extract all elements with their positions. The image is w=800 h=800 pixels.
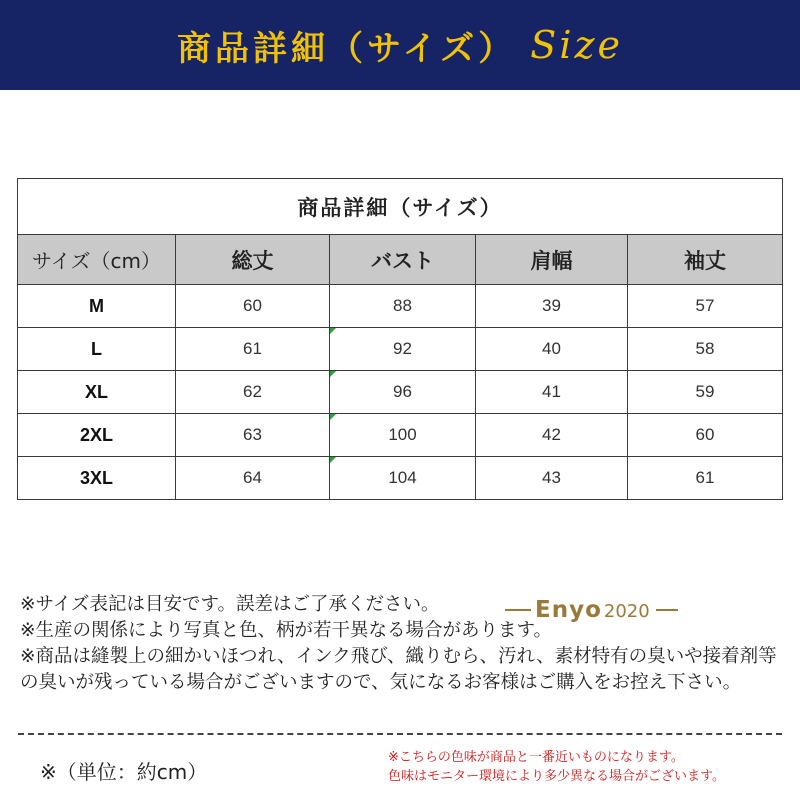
note-line: ※サイズ表記は目安です。誤差はご了承ください。 [20, 594, 440, 615]
sleeve-value: 57 [628, 285, 783, 328]
note-line: ※生産の関係により写真と色、柄が若干異なる場合があります。 [20, 620, 553, 641]
shoulder-value: 39 [476, 285, 628, 328]
table-caption-row [18, 179, 783, 235]
size-label: 2XL [18, 414, 176, 457]
corner-mark [330, 371, 336, 377]
sleeve-value: 61 [628, 457, 783, 500]
banner-script-title: Size [530, 23, 623, 67]
size-label: XL [18, 371, 176, 414]
title-banner [0, 0, 800, 90]
corner-mark [330, 457, 336, 463]
bust-value [330, 414, 476, 457]
table-header-row [18, 235, 783, 285]
length-value: 63 [176, 414, 330, 457]
bust-value [330, 285, 476, 328]
brand-watermark [505, 597, 678, 623]
bust-value-text: 92 [393, 339, 412, 358]
size-label: 3XL [18, 457, 176, 500]
bust-value-text: 96 [393, 382, 412, 401]
sleeve-value: 60 [628, 414, 783, 457]
note-line: ※商品は縫製上の細かいほつれ、インク飛び、織りむら、汚れ、素材特有の臭いや接着剤等の臭いが残っている場合がございますので、気になるお客様はご購入をお控え下さい。 [20, 646, 777, 693]
size-table [17, 178, 783, 500]
dashed-divider [18, 733, 782, 735]
header-size: サイズ（cm） [18, 235, 176, 285]
shoulder-value: 40 [476, 328, 628, 371]
sleeve-value: 58 [628, 328, 783, 371]
size-label: L [18, 328, 176, 371]
header-sleeve: 袖丈 [628, 235, 783, 285]
color-note-line: 色味はモニター環境により多少異なる場合がございます。 [388, 769, 725, 784]
table-row [18, 457, 783, 500]
sleeve-value: 59 [628, 371, 783, 414]
shoulder-value: 43 [476, 457, 628, 500]
length-value: 64 [176, 457, 330, 500]
length-value: 60 [176, 285, 330, 328]
banner-title: 商品詳細（サイズ） [177, 28, 517, 69]
watermark-dash [505, 609, 531, 611]
color-note [388, 748, 793, 786]
corner-mark [330, 414, 336, 420]
table-row [18, 371, 783, 414]
bust-value [330, 328, 476, 371]
unit-note: ※（単位：約cm） [40, 760, 208, 784]
watermark-year: 2020 [603, 601, 650, 622]
size-label: M [18, 285, 176, 328]
color-note-line: ※こちらの色味が商品と一番近いものになります。 [388, 750, 684, 765]
bust-value-text: 104 [388, 468, 417, 487]
table-row [18, 285, 783, 328]
table-caption: 商品詳細（サイズ） [18, 179, 783, 235]
bust-value-text: 88 [393, 296, 412, 315]
watermark-brand: Enyo [535, 597, 602, 623]
bust-value-text: 100 [388, 425, 417, 444]
header-length: 総丈 [176, 235, 330, 285]
shoulder-value: 42 [476, 414, 628, 457]
shoulder-value: 41 [476, 371, 628, 414]
length-value: 61 [176, 328, 330, 371]
bust-value [330, 457, 476, 500]
header-shoulder: 肩幅 [476, 235, 628, 285]
header-bust: バスト [330, 235, 476, 285]
length-value: 62 [176, 371, 330, 414]
table-row [18, 414, 783, 457]
corner-mark [330, 328, 336, 334]
table-row [18, 328, 783, 371]
bust-value [330, 371, 476, 414]
watermark-dash [656, 609, 678, 611]
